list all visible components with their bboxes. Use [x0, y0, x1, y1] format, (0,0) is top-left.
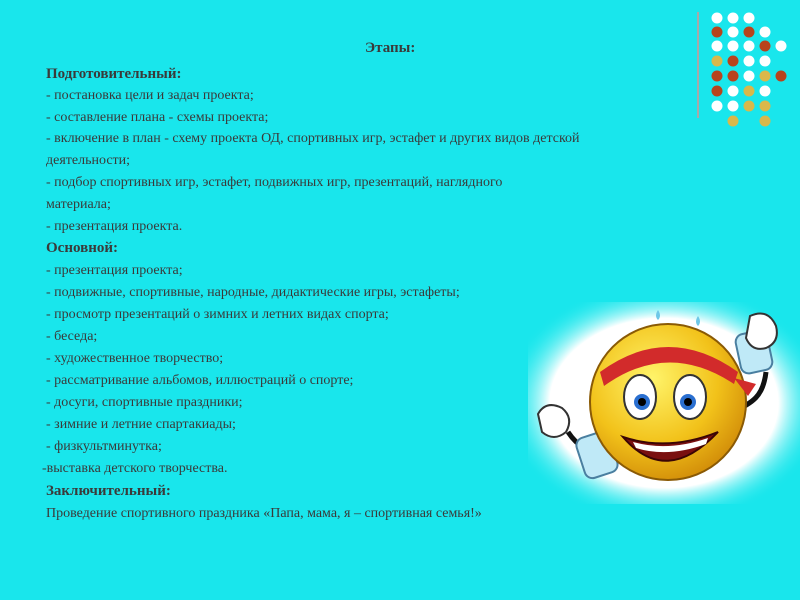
decor-dot	[728, 116, 739, 127]
list-item: - постановка цели и задач проекта;	[46, 88, 254, 103]
decor-dot	[776, 41, 787, 52]
decor-dot	[760, 101, 771, 112]
decor-dot	[744, 13, 755, 24]
list-item: - презентация проекта;	[46, 263, 183, 278]
decor-dot	[712, 41, 723, 52]
decor-dot	[776, 71, 787, 82]
list-item: деятельности;	[46, 153, 131, 168]
decor-dot	[712, 13, 723, 24]
decor-dot	[728, 56, 739, 67]
list-item: - презентация проекта.	[46, 219, 183, 234]
section-heading: Заключительный:	[46, 483, 171, 499]
decor-dot	[744, 56, 755, 67]
decor-dot	[712, 27, 723, 38]
decor-dot	[760, 86, 771, 97]
decor-dot	[712, 101, 723, 112]
decor-dot	[744, 41, 755, 52]
decor-dot	[744, 27, 755, 38]
decor-dot	[760, 56, 771, 67]
decor-dot	[760, 41, 771, 52]
decor-dot	[728, 71, 739, 82]
list-item: материала;	[46, 197, 111, 212]
decor-dot	[728, 86, 739, 97]
decor-dot	[712, 56, 723, 67]
decor-dot	[712, 71, 723, 82]
decor-dot	[728, 27, 739, 38]
list-item: - беседа;	[46, 329, 98, 344]
list-item: Проведение спортивного праздника «Папа, мама, я – спортивная семья!»	[46, 506, 482, 521]
list-item: - досуги, спортивные праздники;	[46, 395, 243, 410]
decor-dot	[760, 27, 771, 38]
section-heading: Подготовительный:	[46, 66, 182, 82]
decor-dot	[744, 86, 755, 97]
list-item: - физкультминутка;	[46, 439, 162, 454]
list-item: - зимние и летние спартакиады;	[46, 417, 236, 432]
decor-dot	[744, 71, 755, 82]
list-item: - художественное творчество;	[46, 351, 224, 366]
decor-dot	[760, 116, 771, 127]
smiley-athlete-icon	[528, 302, 800, 504]
list-item: - составление плана - схемы проекта;	[46, 110, 269, 125]
decor-dot	[712, 86, 723, 97]
decor-dot	[760, 71, 771, 82]
list-item: - подбор спортивных игр, эстафет, подвижных игр, презентаций, наглядного	[46, 175, 503, 190]
decor-dot	[744, 101, 755, 112]
list-item: -выставка детского творчества.	[42, 461, 228, 476]
decor-dot	[728, 101, 739, 112]
section-heading: Основной:	[46, 240, 118, 256]
slide-title: Этапы:	[365, 40, 416, 56]
decor-dot	[728, 41, 739, 52]
list-item: - рассматривание альбомов, иллюстраций о спорте;	[46, 373, 354, 388]
list-item: - включение в план - схему проекта ОД, спортивных игр, эстафет и других видов детской	[46, 131, 580, 146]
list-item: - просмотр презентаций о зимних и летних видах спорта;	[46, 307, 389, 322]
list-item: - подвижные, спортивные, народные, дидактические игры, эстафеты;	[46, 285, 460, 300]
decor-dot	[728, 13, 739, 24]
